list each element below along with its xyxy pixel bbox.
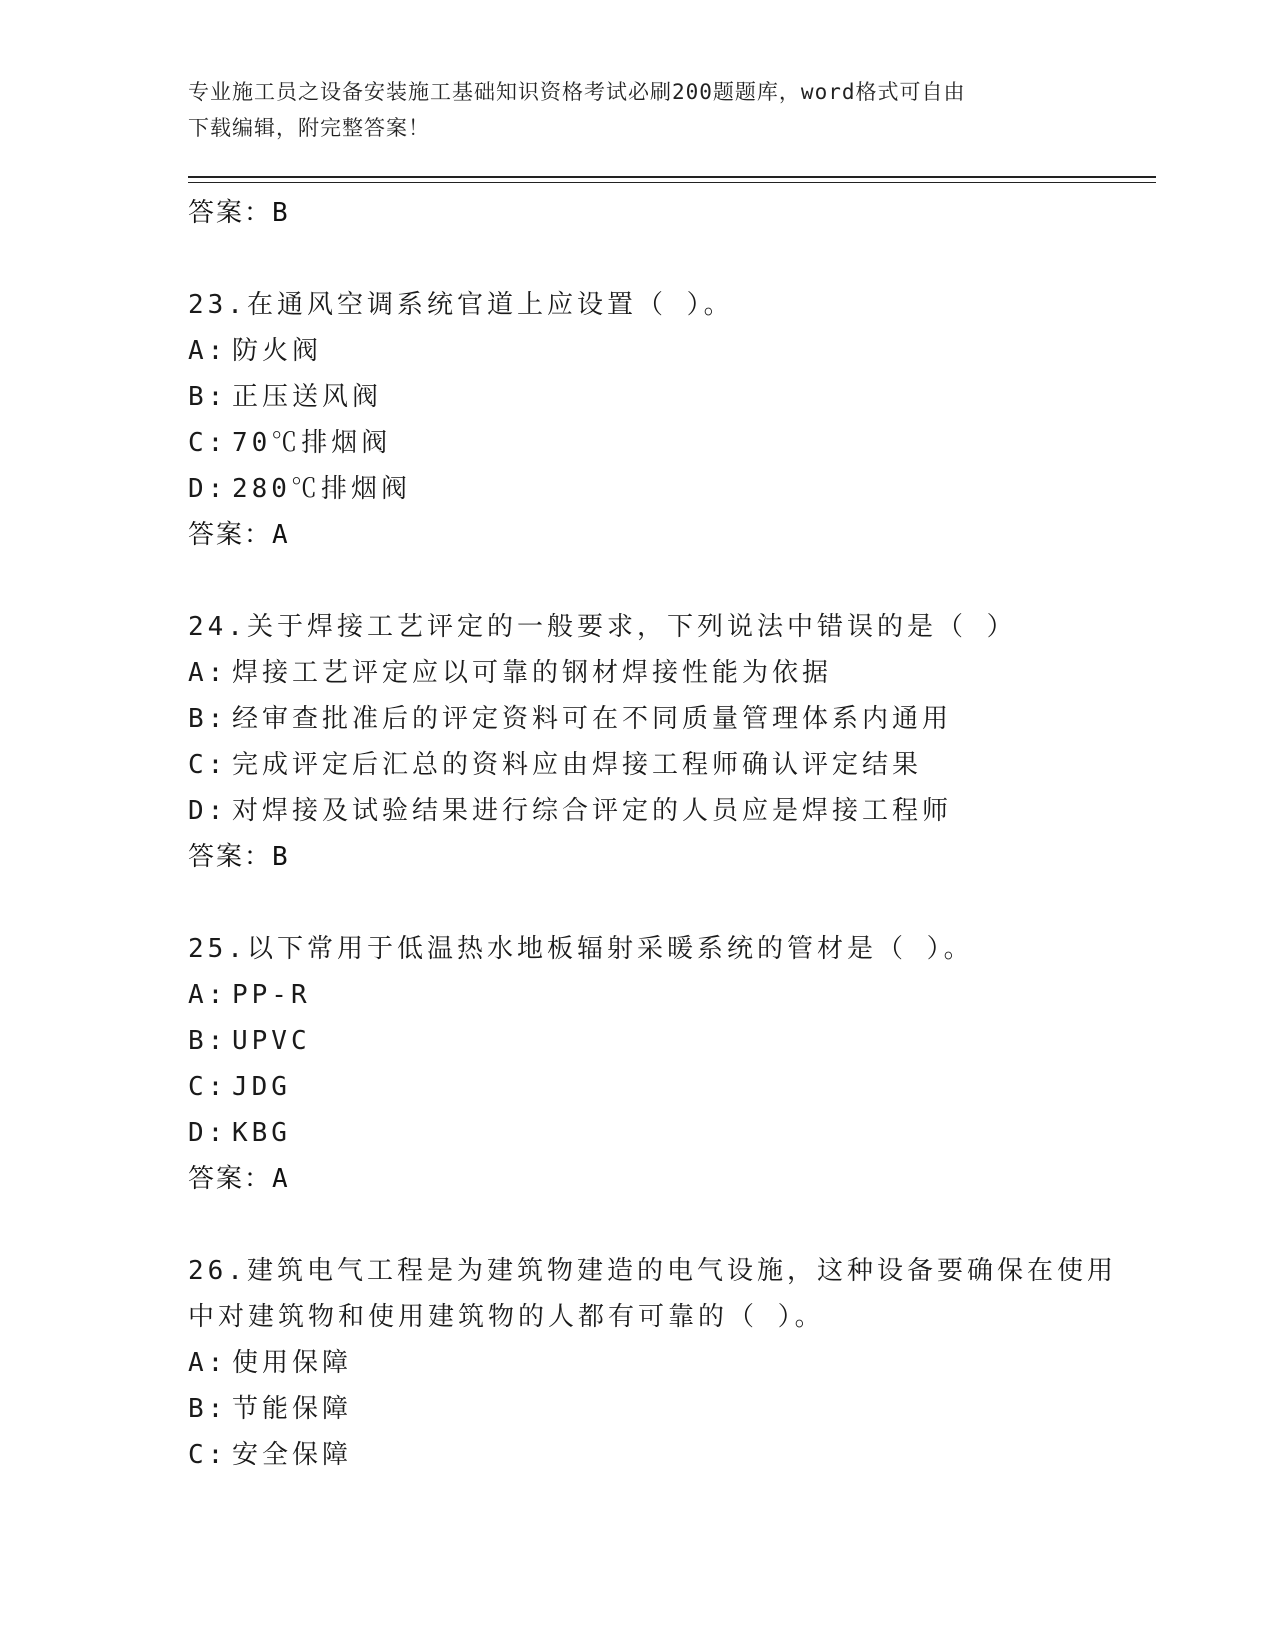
option-text: PP-R	[232, 980, 311, 1010]
answer-line: 答案：B	[188, 842, 290, 872]
header-divider-thick	[188, 176, 1156, 178]
option-text: 对焊接及试验结果进行综合评定的人员应是焊接工程师	[232, 796, 953, 826]
question-25	[188, 926, 1148, 1202]
question-stem-continued: 中对建筑物和使用建筑物的人都有可靠的（ ）。	[188, 1302, 825, 1332]
header-line-2: 下载编辑，附完整答案！	[188, 116, 430, 140]
option-key: A:	[188, 336, 228, 366]
option-text: 经审查批准后的评定资料可在不同质量管理体系内通用	[232, 704, 953, 734]
option-text: 正压送风阀	[232, 382, 383, 412]
option-text: 防火阀	[232, 336, 323, 366]
header-line-1: 专业施工员之设备安装施工基础知识资格考试必刷200题题库，word格式可自由	[188, 80, 966, 104]
option-key: C:	[188, 428, 228, 458]
option-c	[188, 742, 1148, 788]
option-key: D:	[188, 474, 228, 504]
option-text: 完成评定后汇总的资料应由焊接工程师确认评定结果	[232, 750, 923, 780]
option-text: 使用保障	[232, 1348, 353, 1378]
option-b	[188, 1018, 1148, 1064]
option-a	[188, 328, 1148, 374]
option-text: 焊接工艺评定应以可靠的钢材焊接性能为依据	[232, 658, 833, 688]
question-26	[188, 1248, 1148, 1478]
option-key: D:	[188, 1118, 228, 1148]
option-key: C:	[188, 1440, 228, 1470]
option-d	[188, 788, 1148, 834]
option-b	[188, 1386, 1148, 1432]
header-divider-thin	[188, 182, 1156, 183]
option-text: 安全保障	[232, 1440, 353, 1470]
option-key: B:	[188, 1026, 228, 1056]
option-text: KBG	[232, 1118, 291, 1148]
option-key: D:	[188, 796, 228, 826]
question-stem: 25.以下常用于低温热水地板辐射采暖系统的管材是（ ）。	[188, 934, 974, 964]
answer-line: 答案：A	[188, 520, 290, 550]
option-b	[188, 696, 1148, 742]
question-24	[188, 604, 1148, 880]
option-c	[188, 1432, 1148, 1478]
option-d	[188, 466, 1148, 512]
option-key: C:	[188, 750, 228, 780]
option-a	[188, 650, 1148, 696]
option-text: 70℃排烟阀	[232, 428, 392, 458]
option-text: 280℃排烟阀	[232, 474, 411, 504]
option-text: 节能保障	[232, 1394, 353, 1424]
option-c	[188, 1064, 1148, 1110]
question-stem: 26.建筑电气工程是为建筑物建造的电气设施，这种设备要确保在使用	[188, 1256, 1117, 1286]
option-a	[188, 1340, 1148, 1386]
option-key: B:	[188, 382, 228, 412]
option-key: A:	[188, 658, 228, 688]
answer-line: 答案：A	[188, 1164, 290, 1194]
document-header	[188, 74, 1068, 146]
option-text: JDG	[232, 1072, 291, 1102]
question-stem: 23.在通风空调系统官道上应设置（ ）。	[188, 290, 734, 320]
option-d	[188, 1110, 1148, 1156]
option-text: UPVC	[232, 1026, 311, 1056]
option-key: A:	[188, 980, 228, 1010]
option-a	[188, 972, 1148, 1018]
option-key: B:	[188, 1394, 228, 1424]
answer-line: 答案：B	[188, 198, 290, 228]
question-23	[188, 282, 1148, 558]
option-c	[188, 420, 1148, 466]
option-key: C:	[188, 1072, 228, 1102]
question-list	[188, 190, 1148, 1478]
option-key: B:	[188, 704, 228, 734]
question-stem: 24.关于焊接工艺评定的一般要求，下列说法中错误的是（ ）	[188, 612, 1017, 642]
option-key: A:	[188, 1348, 228, 1378]
option-b	[188, 374, 1148, 420]
